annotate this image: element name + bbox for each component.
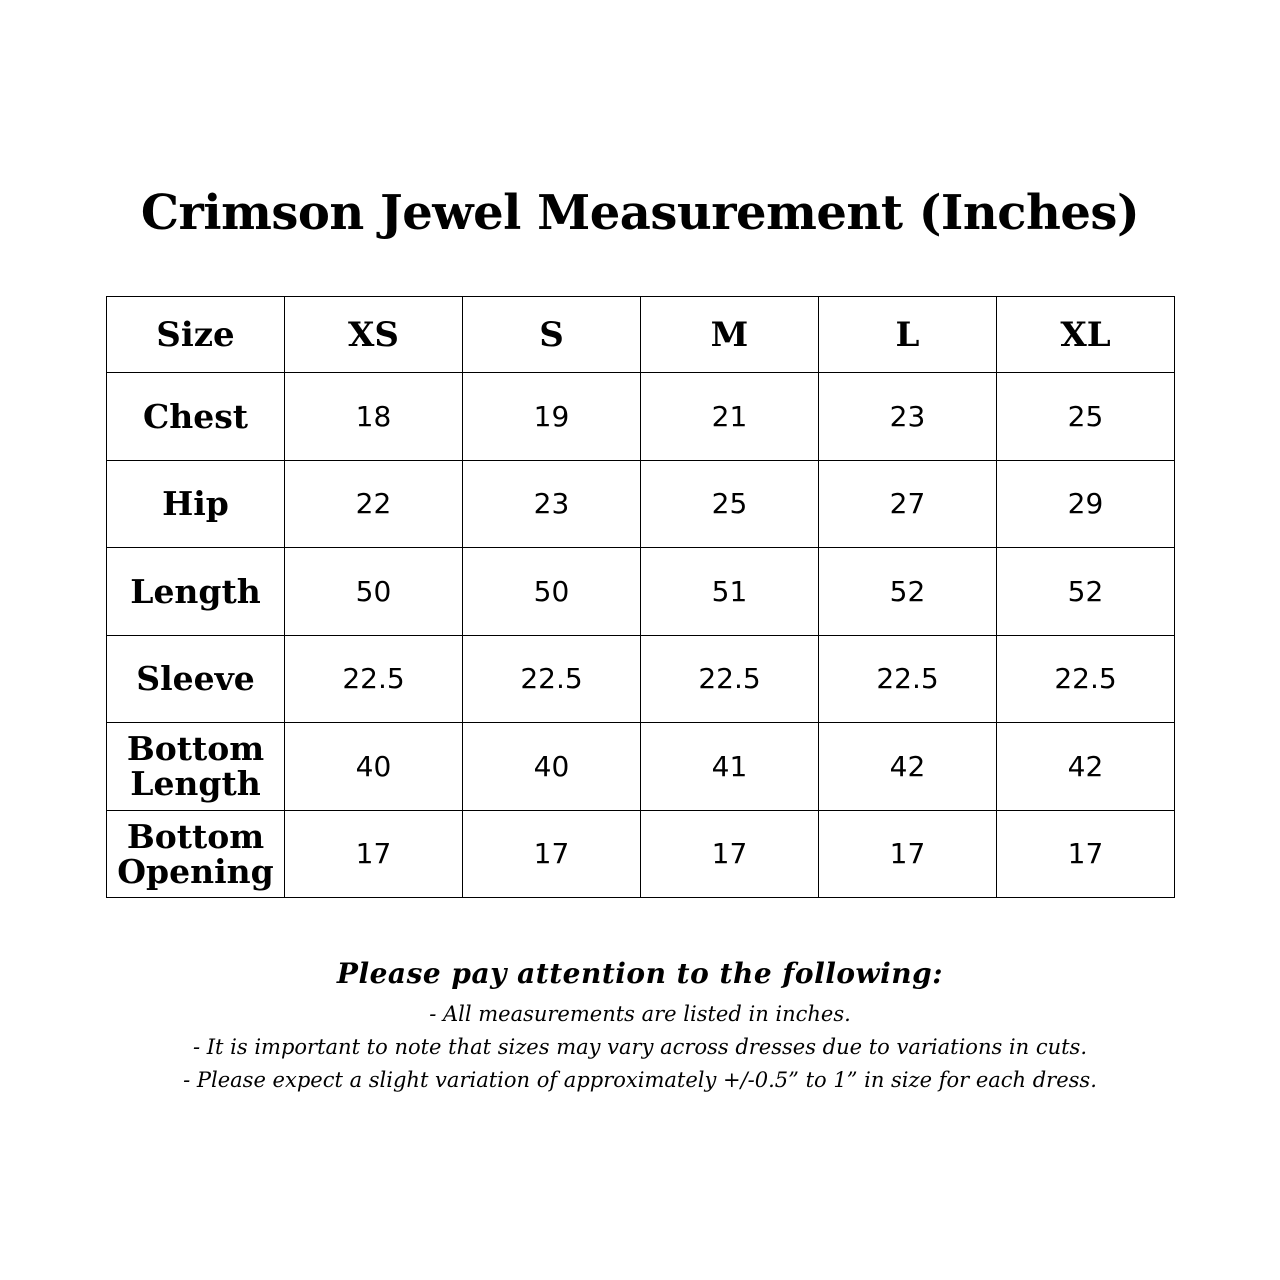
size-chart-table: [106, 296, 1175, 898]
table-row-hip: [107, 460, 1175, 548]
table-cell: 41: [641, 723, 819, 811]
table-cell: 22.5: [997, 635, 1175, 723]
row-label-bottom-opening: Bottom Opening: [107, 810, 285, 898]
table-cell: 18: [285, 373, 463, 461]
table-cell: 19: [463, 373, 641, 461]
table-cell: 23: [463, 460, 641, 548]
table-cell: 25: [997, 373, 1175, 461]
notes-heading: Please pay attention to the following:: [336, 957, 944, 990]
row-label-hip: Hip: [107, 460, 285, 548]
table-cell: 52: [997, 548, 1175, 636]
table-cell: 52: [819, 548, 997, 636]
table-cell: 27: [819, 460, 997, 548]
table-cell: 17: [463, 810, 641, 898]
header-size: Size: [107, 297, 285, 373]
table-row-sleeve: [107, 635, 1175, 723]
table-cell: 22.5: [463, 635, 641, 723]
row-label-chest: Chest: [107, 373, 285, 461]
page-title: Crimson Jewel Measurement (Inches): [140, 185, 1140, 241]
table-row-chest: [107, 373, 1175, 461]
table-row-bottom-length: [107, 723, 1175, 811]
note-line: - It is important to note that sizes may vary across dresses due to variations in cuts.: [192, 1035, 1088, 1059]
table-header-row: [107, 297, 1175, 373]
table-cell: 40: [463, 723, 641, 811]
notes-section: [0, 950, 1280, 1097]
table-cell: 17: [819, 810, 997, 898]
table-cell: 50: [463, 548, 641, 636]
table-row-length: [107, 548, 1175, 636]
table-cell: 23: [819, 373, 997, 461]
table-cell: 29: [997, 460, 1175, 548]
table-cell: 17: [285, 810, 463, 898]
header-s: S: [463, 297, 641, 373]
table-cell: 17: [997, 810, 1175, 898]
header-xl: XL: [997, 297, 1175, 373]
table-cell: 40: [285, 723, 463, 811]
table-cell: 50: [285, 548, 463, 636]
row-label-sleeve: Sleeve: [107, 635, 285, 723]
note-line: - Please expect a slight variation of approximately +/-0.5” to 1” in size for each dress.: [183, 1068, 1097, 1092]
row-label-length: Length: [107, 548, 285, 636]
table-cell: 22.5: [819, 635, 997, 723]
note-line: - All measurements are listed in inches.: [429, 1002, 851, 1026]
header-l: L: [819, 297, 997, 373]
table-cell: 22.5: [285, 635, 463, 723]
table-cell: 22.5: [641, 635, 819, 723]
row-label-bottom-length: Bottom Length: [107, 723, 285, 811]
table-cell: 42: [997, 723, 1175, 811]
table-cell: 51: [641, 548, 819, 636]
table-cell: 17: [641, 810, 819, 898]
table-cell: 22: [285, 460, 463, 548]
header-m: M: [641, 297, 819, 373]
table-cell: 42: [819, 723, 997, 811]
table-cell: 25: [641, 460, 819, 548]
table-row-bottom-opening: [107, 810, 1175, 898]
header-xs: XS: [285, 297, 463, 373]
table-cell: 21: [641, 373, 819, 461]
